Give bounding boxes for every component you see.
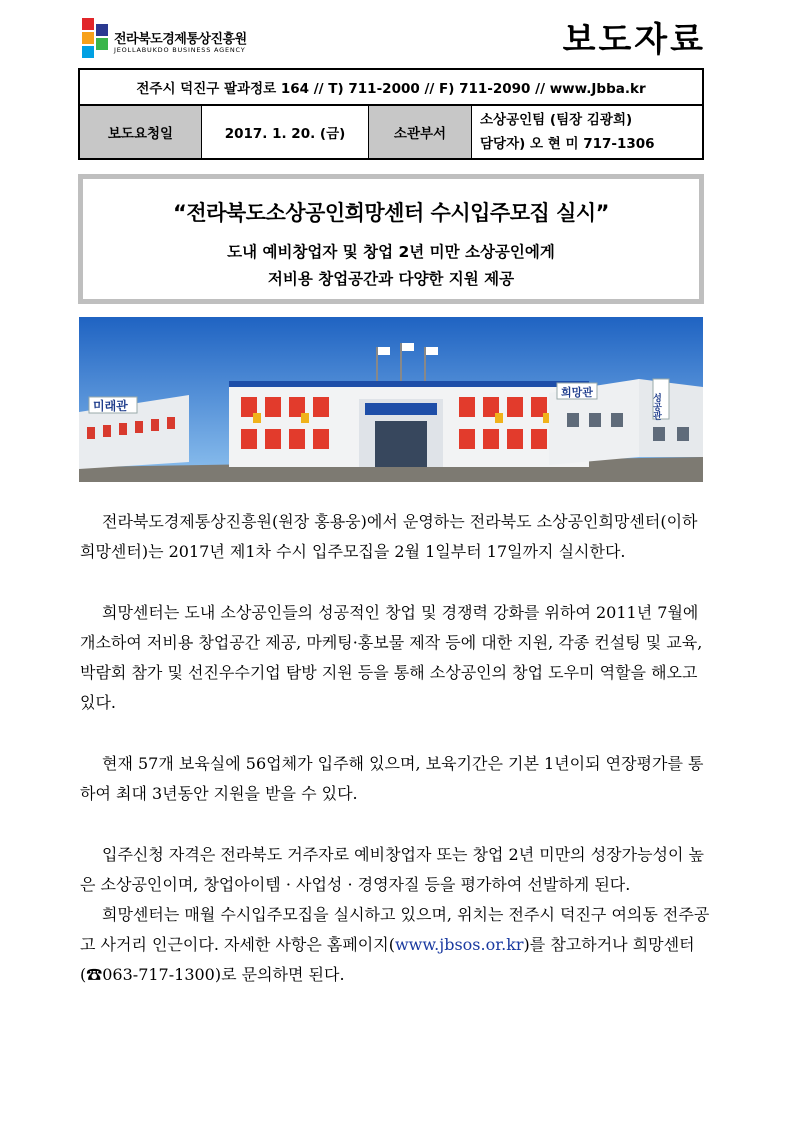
article-body xyxy=(80,507,714,990)
dept-value xyxy=(472,105,704,159)
paragraph-5-text-b: )를 참고하거나 희망센터(☎063-717-1300)로 문의하면 된다. xyxy=(80,935,695,984)
release-meta-table xyxy=(78,104,704,160)
homepage-link[interactable]: www.jbsos.or.kr xyxy=(394,935,524,954)
agency-logo xyxy=(78,14,278,64)
paragraph-5 xyxy=(80,900,714,990)
dept-contact: 담당자) 오 현 미 717-1306 xyxy=(480,136,655,152)
subheadline-line-1: 도내 예비창업자 및 창업 2년 미만 소상공인에게 xyxy=(227,243,555,261)
request-date-label: 보도요청일 xyxy=(79,105,202,159)
paragraph-1: 전라북도경제통상진흥원(원장 홍용웅)에서 운영하는 전라북도 소상공인희망센터(이하 희망센터)는 2017년 제1차 수시 입주모집을 2월 1일부터 17일까지 실시한다. xyxy=(80,512,698,561)
headline: “전라북도소상공인희망센터 수시입주모집 실시” xyxy=(173,201,609,225)
dept-label: 소관부서 xyxy=(369,105,472,159)
org-name-ko: 전라북도경제통상진흥원 xyxy=(114,32,247,47)
org-name-en: JEOLLABUKDO BUSINESS AGENCY xyxy=(114,46,246,54)
paragraph-3: 현재 57개 보육실에 56업체가 입주해 있으며, 보육기간은 기본 1년이되 연장평가를 통하여 최대 3년동안 지원을 받을 수 있다. xyxy=(80,754,704,803)
agency-logo-mark-icon xyxy=(78,14,112,62)
doc-type-heading: 보도자료 xyxy=(562,20,706,60)
sign-center: 희망관 xyxy=(561,386,593,399)
paragraph-2: 희망센터는 도내 소상공인들의 성공적인 창업 및 경쟁력 강화를 위하여 2011년 7월에 개소하여 저비용 창업공간 제공, 마케팅·홍보물 제작 등에 대한 지원, 각종 컨설팅 및 교육, 박람회 참가 및 선진우수기업 탐방 지원 등을 통해 소상공인의 창업 도우미 역할을 해오고 있다. xyxy=(80,603,703,712)
subheadline-line-2: 저비용 창업공간과 다양한 지원 제공 xyxy=(267,270,515,288)
headline-box xyxy=(78,174,704,304)
request-date-value: 2017. 1. 20. (금) xyxy=(202,105,369,159)
building-photo xyxy=(79,317,703,482)
sign-right: 성공관 xyxy=(651,393,661,420)
contact-line: 전주시 덕진구 팔과정로 164 // T) 711-2000 // F) 711-2090 // www.Jbba.kr xyxy=(78,68,704,106)
dept-team: 소상공인팀 (팀장 김광희) xyxy=(480,112,633,128)
paragraph-5-text-a: 희망센터는 매월 수시입주모집을 실시하고 있으며, 위치는 전주시 덕진구 여의동 전주공고 사거리 인근이다. 자세한 사항은 홈페이지( xyxy=(80,905,710,954)
sign-left: 미래관 xyxy=(93,399,128,413)
paragraph-4: 입주신청 자격은 전라북도 거주자로 예비창업자 또는 창업 2년 미만의 성장가능성이 높은 소상공인이며, 창업아이템 · 사업성 · 경영자질 등을 평가하여 선발하게 된다. xyxy=(80,845,704,894)
subheadline xyxy=(83,239,699,293)
